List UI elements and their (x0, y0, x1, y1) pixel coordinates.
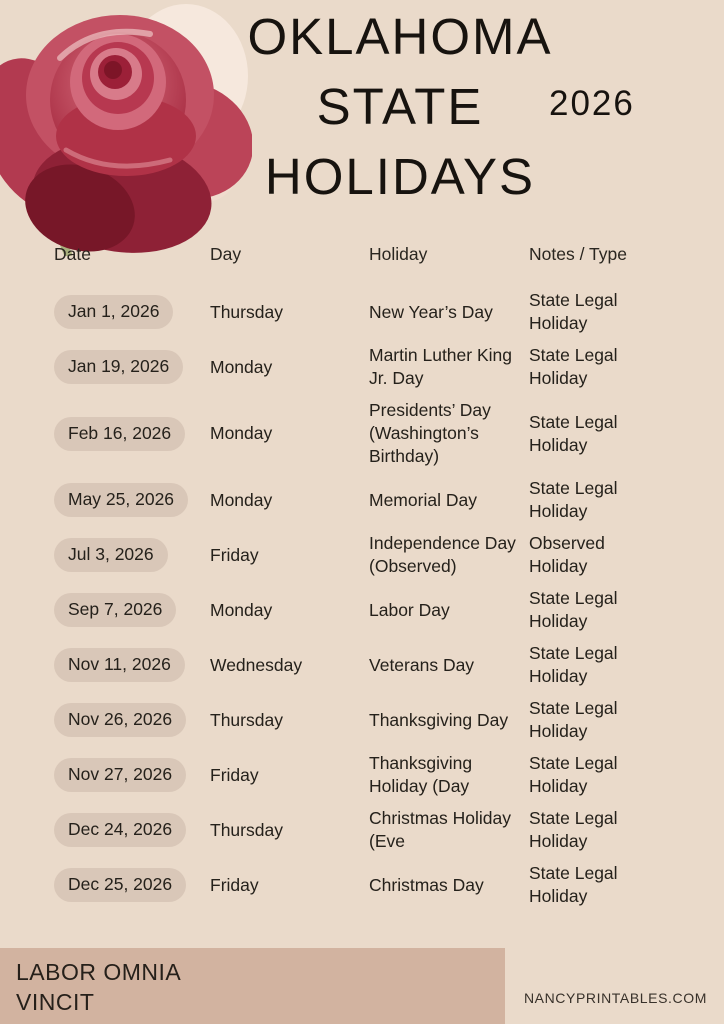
date-cell (54, 417, 210, 451)
notes-cell: State Legal Holiday (529, 345, 618, 388)
table-row (54, 862, 704, 908)
holiday-cell: Labor Day (369, 599, 450, 620)
day-cell: Thursday (210, 709, 283, 730)
rose-image (0, 0, 252, 256)
date-cell (54, 703, 210, 737)
date-cell (54, 648, 210, 682)
notes-cell: State Legal Holiday (529, 808, 618, 851)
date-badge: Sep 7, 2026 (54, 593, 176, 627)
date-badge: May 25, 2026 (54, 483, 188, 517)
website-label: NANCYPRINTABLES.COM (523, 990, 707, 1006)
table-row (54, 697, 704, 743)
holiday-cell: Veterans Day (369, 654, 475, 675)
day-cell: Friday (210, 544, 259, 565)
table-row (54, 477, 704, 523)
holiday-cell: Martin Luther King Jr. Day (369, 345, 512, 388)
date-cell (54, 483, 210, 517)
notes-cell: State Legal Holiday (529, 588, 618, 631)
state-motto: LABOR OMNIA VINCIT (16, 959, 180, 1015)
table-row (54, 289, 704, 335)
day-cell: Monday (210, 423, 273, 443)
day-cell: Monday (210, 489, 273, 510)
date-cell (54, 295, 210, 329)
notes-cell: State Legal Holiday (529, 753, 618, 796)
table-row (54, 399, 704, 468)
notes-cell: State Legal Holiday (529, 411, 618, 455)
column-header-date: Date (54, 244, 91, 264)
day-cell: Friday (210, 764, 259, 785)
title-line-state: STATE (316, 78, 484, 135)
date-cell (54, 758, 210, 792)
notes-cell: State Legal Holiday (529, 290, 618, 333)
date-badge: Feb 16, 2026 (54, 417, 185, 451)
holiday-cell: Christmas Day (369, 874, 484, 895)
date-badge: Jul 3, 2026 (54, 538, 168, 572)
table-body (54, 289, 704, 908)
date-badge: Nov 26, 2026 (54, 703, 186, 737)
table-row (54, 752, 704, 798)
date-cell (54, 593, 210, 627)
holiday-cell: Independence Day (Observed) (369, 533, 516, 576)
date-badge: Dec 24, 2026 (54, 813, 186, 847)
holiday-cell: Thanksgiving Day (369, 709, 509, 730)
date-cell (54, 350, 210, 384)
footer-band (0, 948, 505, 1024)
date-badge: Dec 25, 2026 (54, 868, 186, 902)
notes-cell: State Legal Holiday (529, 863, 618, 906)
title-line-oklahoma: OKLAHOMA (247, 8, 553, 65)
holidays-table (54, 244, 704, 917)
day-cell: Friday (210, 874, 259, 895)
holiday-cell: Christmas Holiday (Eve (369, 808, 511, 851)
table-row (54, 807, 704, 853)
day-cell: Wednesday (210, 654, 303, 675)
date-badge: Nov 11, 2026 (54, 648, 185, 682)
title-line-holidays: HOLIDAYS (264, 148, 536, 205)
notes-cell: State Legal Holiday (529, 698, 618, 741)
notes-cell: State Legal Holiday (529, 478, 618, 521)
date-cell (54, 813, 210, 847)
holiday-cell: Thanksgiving Holiday (Day (369, 753, 473, 796)
table-row (54, 642, 704, 688)
holiday-cell: New Year’s Day (369, 301, 493, 322)
column-header-holiday: Holiday (369, 244, 428, 264)
date-cell (54, 538, 210, 572)
day-cell: Monday (210, 599, 273, 620)
date-cell (54, 868, 210, 902)
column-header-notes: Notes / Type (529, 244, 627, 264)
notes-cell: Observed Holiday (529, 533, 605, 576)
column-header-day: Day (210, 244, 242, 264)
date-badge: Nov 27, 2026 (54, 758, 186, 792)
notes-cell: State Legal Holiday (529, 643, 618, 686)
date-badge: Jan 19, 2026 (54, 350, 183, 384)
year-label: 2026 (549, 84, 635, 123)
table-header-row (54, 244, 704, 265)
holiday-cell: Memorial Day (369, 489, 477, 510)
table-row (54, 532, 704, 578)
day-cell: Thursday (210, 301, 283, 322)
page-title (238, 2, 562, 212)
day-cell: Monday (210, 356, 273, 377)
day-cell: Thursday (210, 819, 283, 840)
table-row (54, 344, 704, 390)
date-badge: Jan 1, 2026 (54, 295, 173, 329)
holiday-cell: Presidents’ Day (Washington’s Birthday) (369, 400, 491, 466)
table-row (54, 587, 704, 633)
